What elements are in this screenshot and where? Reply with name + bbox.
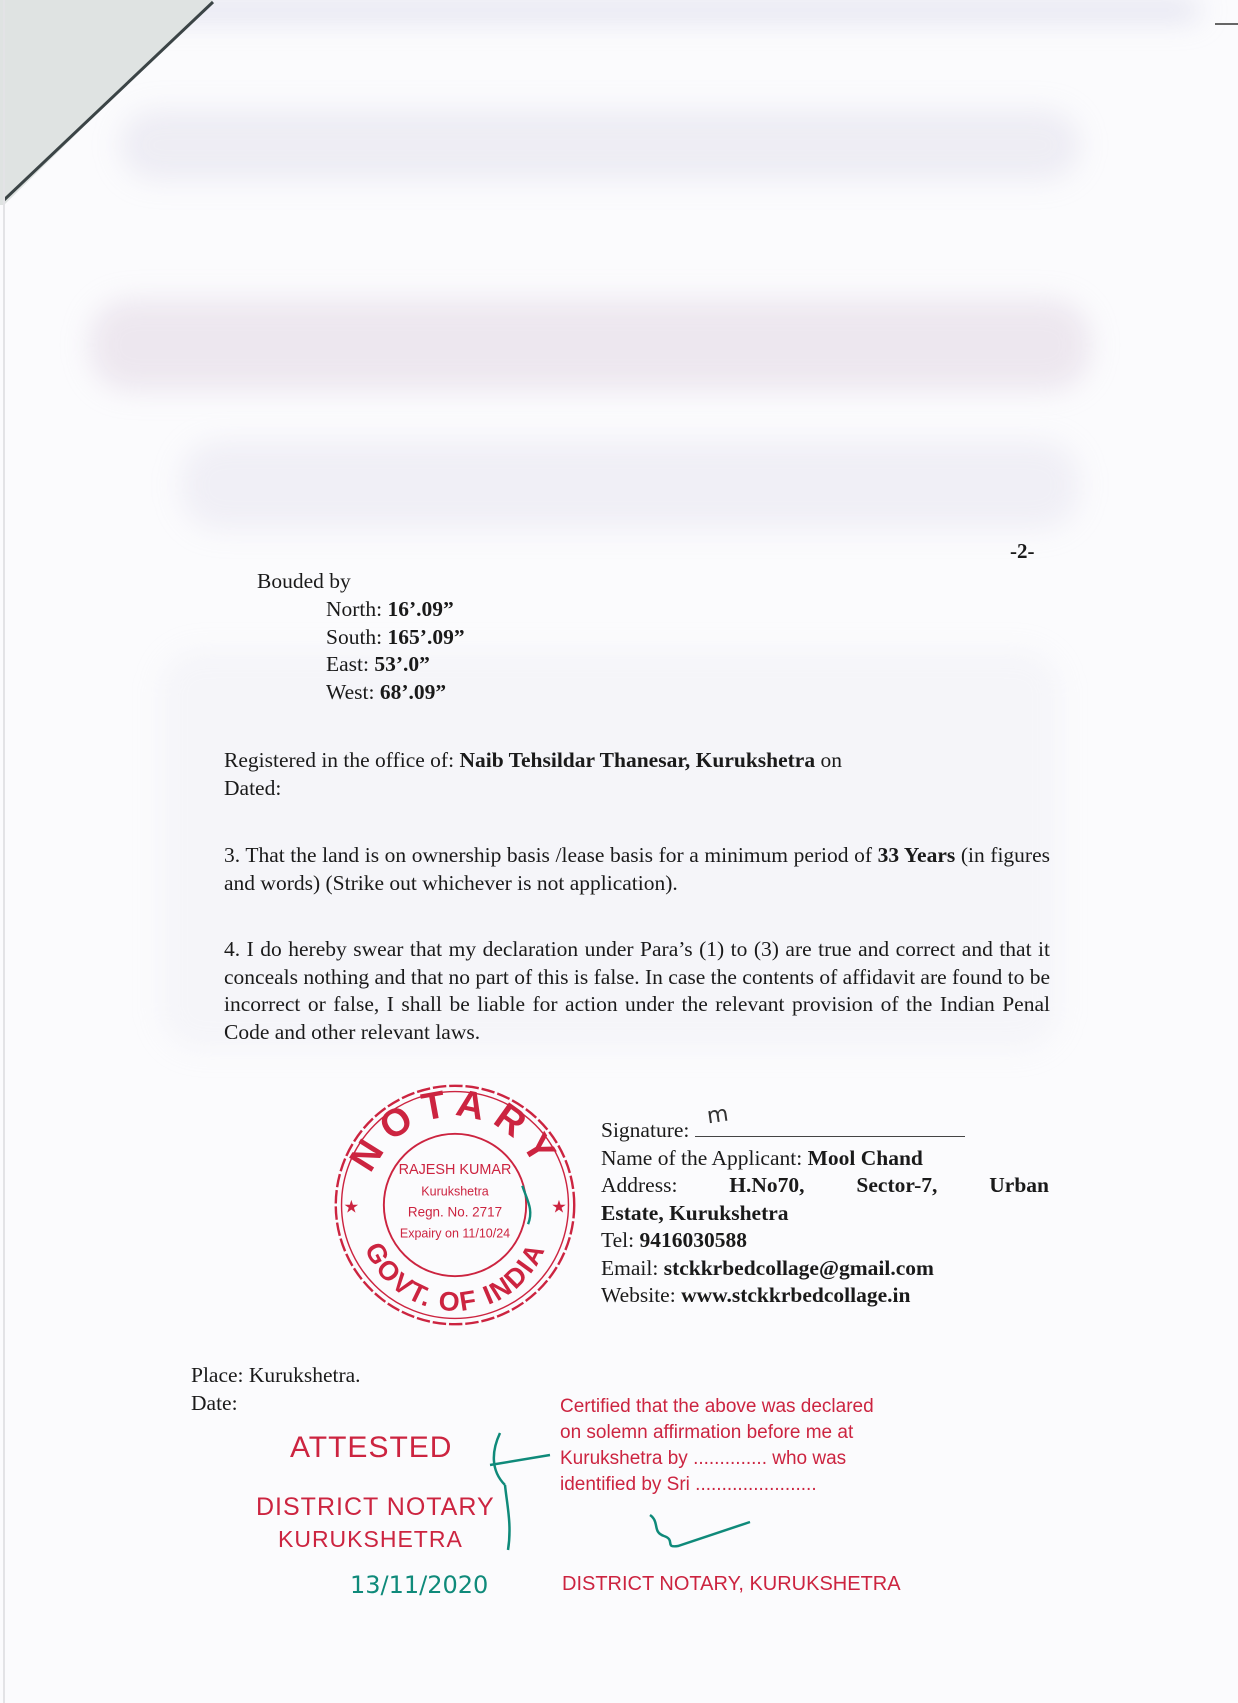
boundary-north: North: 16’.09” — [326, 597, 454, 621]
registered-office: Naib Tehsildar Thanesar, Kurukshetra — [459, 748, 816, 772]
website-value: www.stckkrbedcollage.in — [681, 1283, 911, 1307]
email-value: stckkrbedcollage@gmail.com — [663, 1255, 934, 1280]
place-date-block — [191, 1362, 361, 1417]
seal-regn: Regn. No. 2717 — [407, 1204, 503, 1220]
paragraph-4: 4. I do hereby swear that my declaration under Para’s (1) to (3) are true and correct and that it conceals nothing and that no part of this is false. In case the contents of affidavit are found to be incorrect or false, I shall be liable for action under the relevant provision of the Indian Penal Code and other relevant laws. — [224, 937, 1050, 1044]
boundary-west: West: 68’.09” — [326, 679, 447, 704]
seal-expiry: Expairy on 11/10/24 — [399, 1226, 511, 1241]
paper-showthrough — [120, 110, 1080, 180]
bounded-heading: Bouded by — [257, 569, 351, 593]
handwritten-date: 13/11/2020 — [350, 1571, 489, 1599]
paper-showthrough — [90, 300, 1090, 390]
certified-line: Certified that the above was declared — [560, 1396, 874, 1417]
place-label: Place: Kurukshetra. — [191, 1363, 361, 1387]
certified-stamp — [560, 1390, 980, 1610]
certified-line: on solemn affirmation before me at — [560, 1422, 854, 1443]
star-icon: ★ — [343, 1197, 359, 1217]
website-row: Website: www.stckkrbedcollage.in — [601, 1283, 911, 1307]
certified-line: identified by Sri ....................... — [560, 1474, 817, 1495]
applicant-block — [601, 1101, 1049, 1310]
page-number: -2- — [1010, 539, 1035, 563]
date-label: Date: — [191, 1390, 238, 1415]
certified-line: Kurukshetra by .............. who was — [560, 1448, 847, 1469]
signature-line — [695, 1101, 965, 1137]
pen-signature — [650, 1515, 750, 1546]
seal-outer-bottom: GOVT. OF INDIA — [358, 1237, 552, 1318]
paragraph-3: 3. That the land is on ownership basis /lease basis for a minimum period of 33 Years (in figures and words) (Strike out whichever is not application). — [224, 843, 1050, 895]
dated-label: Dated: — [224, 775, 282, 800]
attested-stamp — [250, 1425, 580, 1625]
tel-row: Tel: 9416030588 — [601, 1228, 747, 1252]
registered-paragraph: Registered in the office of: Naib Tehsildar Thanesar, Kurukshetra on Dated: — [224, 748, 842, 800]
email-row: Email: stckkrbedcollage@gmail.com — [601, 1255, 934, 1280]
certified-footer: DISTRICT NOTARY, KURUKSHETRA — [562, 1573, 901, 1595]
pen-signature — [490, 1433, 550, 1550]
seal-city: Kurukshetra — [421, 1184, 489, 1199]
applicant-name: Mool Chand — [807, 1145, 923, 1170]
notary-seal-stamp — [330, 1080, 580, 1330]
district-notary-text: DISTRICT NOTARY — [256, 1493, 495, 1521]
address-line-2: Estate, Kurukshetra — [601, 1200, 789, 1225]
address-row: Address: H.No70, Sector-7, Urban — [601, 1173, 1049, 1197]
pen-signature — [522, 1186, 530, 1224]
handwritten-signature: m — [705, 1101, 730, 1130]
tel-value: 9416030588 — [639, 1228, 747, 1252]
applicant-name-row: Name of the Applicant: Mool Chand — [601, 1145, 923, 1170]
boundary-east: East: 53’.0” — [326, 652, 430, 676]
star-icon: ★ — [551, 1197, 567, 1217]
seal-name: RAJESH KUMAR — [398, 1162, 512, 1179]
boundary-list — [326, 596, 465, 706]
lease-years: 33 Years — [877, 843, 956, 867]
signature-row: Signature: m — [601, 1116, 1049, 1145]
paper-showthrough — [180, 440, 1080, 530]
kurukshetra-text: KURUKSHETRA — [278, 1526, 463, 1552]
paper-showthrough — [40, 0, 1200, 20]
attested-text: ATTESTED — [290, 1431, 453, 1464]
boundary-south: South: 165’.09” — [326, 624, 465, 649]
seal-outer-top: NOTARY — [341, 1081, 569, 1179]
